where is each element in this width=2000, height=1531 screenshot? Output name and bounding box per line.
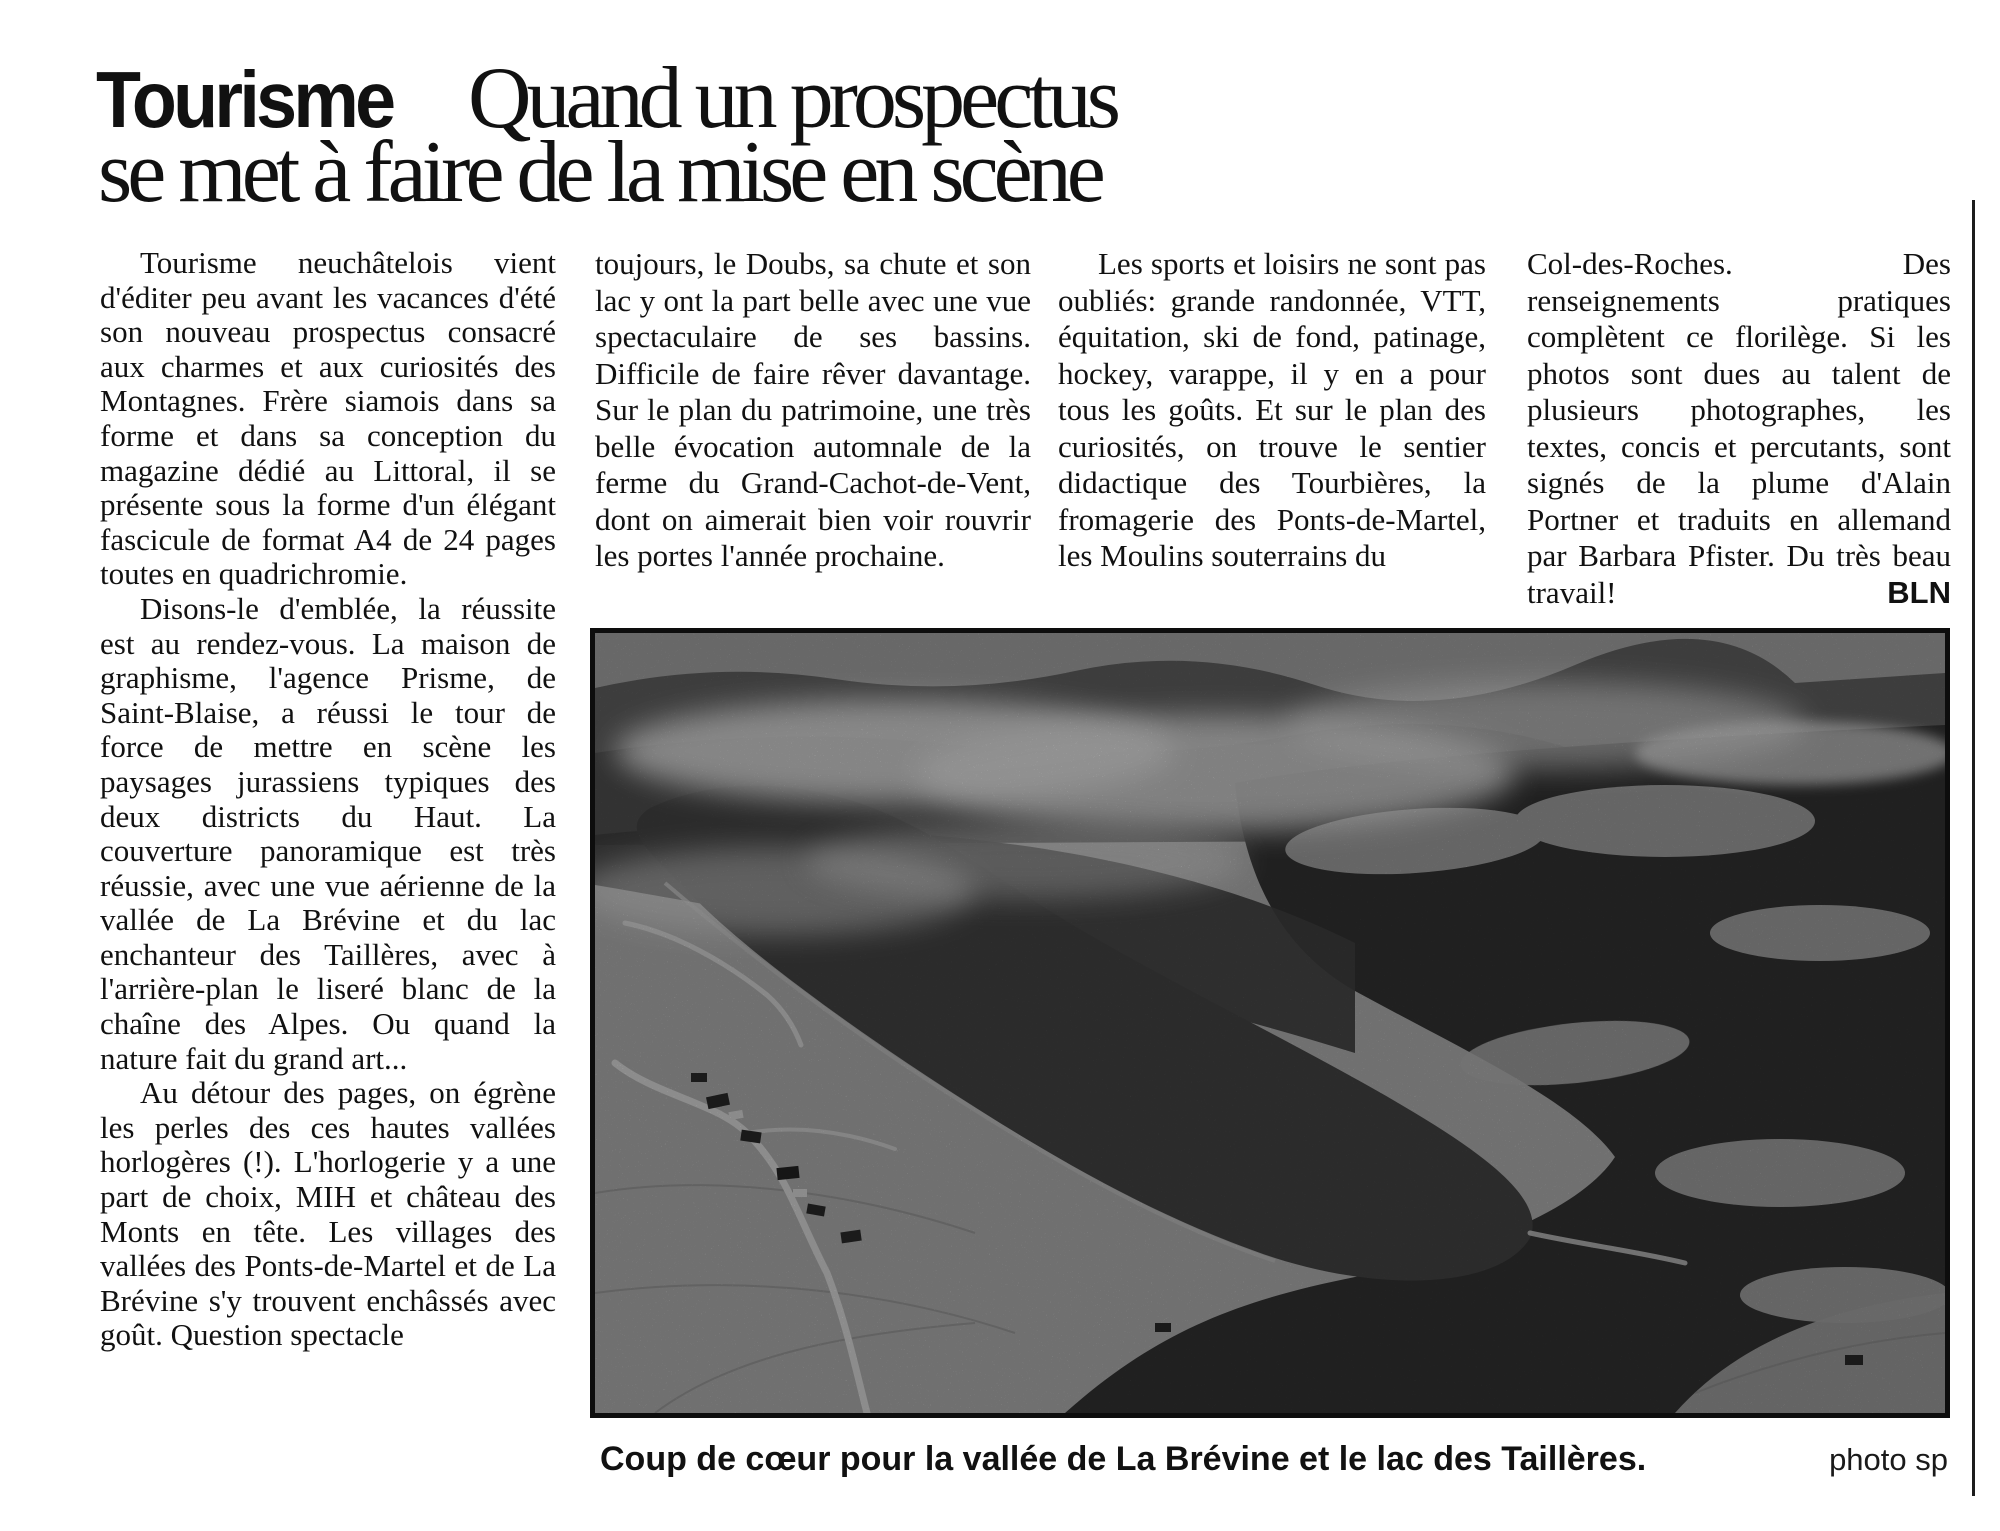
photo-credit: photo sp [1829, 1442, 1948, 1477]
photo-caption-row [600, 1440, 1948, 1479]
photo-grain-overlay [595, 633, 1945, 1413]
text-column-1 [100, 246, 556, 1353]
paragraph: Au détour des pages, on égrène les perles des ces hautes vallées horlogères (!). L'horlogerie y a une part de choix, MIH et château des Monts en tête. Les villages des vallées des Ponts-de-Martel et de La Brévine s'y trouvent enchâssés avec goût. Question spectacle [100, 1075, 556, 1353]
headline-line-2: se met à faire de la mise en scène [98, 124, 1101, 221]
headline-line-1: Quand un prospectus [468, 50, 1116, 147]
text-column-3 [1058, 246, 1486, 575]
section-kicker: Tourisme [96, 55, 393, 144]
text-column-4 [1527, 246, 1951, 611]
paragraph: Tourisme neuchâtelois vient d'éditer peu avant les vacances d'été son nouveau prospectus consacré aux charmes et aux curiosités des Montagnes. Frère siamois dans sa forme et dans sa conception du magazine dédié au Littoral, il se présente sous la forme d'un élégant fascicule de format A4 de 24 pages toutes en quadrichromie. [100, 245, 556, 592]
paragraph: Disons-le d'emblée, la réussite est au rendez-vous. La maison de graphisme, l'agence Prisme, de Saint-Blaise, a réussi le tour de force de mettre en scène les paysages jurassiens typiques des deux districts du Haut. La couverture panoramique est très réussie, avec une vue aérienne de la vallée de La Brévine et du lac enchanteur des Taillères, avec à l'arrière-plan le liseré blanc de la chaîne des Alpes. Ou quand la nature fait du grand art... [100, 590, 556, 1076]
photo-caption: Coup de cœur pour la vallée de La Brévine et le lac des Taillères. [600, 1440, 1647, 1478]
aerial-photo [590, 628, 1950, 1418]
text-column-2 [595, 246, 1031, 575]
aerial-photo-svg [595, 633, 1945, 1413]
paragraph: Les sports et loisirs ne sont pas oubliés: grande randonnée, VTT, équitation, ski de fond, patinage, hockey, varappe, il y en a pour tous les goûts. Et sur le plan des curiosités, on trouve le sentier didactique des Tourbières, la fromagerie des Ponts-de-Martel, les Moulins souterrains du [1058, 246, 1486, 573]
paragraph: toujours, le Doubs, sa chute et son lac y ont la part belle avec une vue spectaculaire de ses bassins. Difficile de faire rêver davantage. Sur le plan du patrimoine, une très belle évocation automnale de la ferme du Grand-Cachot-de-Vent, dont on aimerait bien voir rouvrir les portes l'année prochaine. [595, 246, 1031, 573]
paragraph: Col-des-Roches. Des renseignements pratiques complètent ce florilège. Si les photos sont dues au talent de plusieurs photographes, les textes, concis et percutants, sont signés de la plume d'Alain Portner et traduits en allemand par Barbara Pfister. Du très beau travail! [1527, 246, 1951, 610]
column-rule-right [1972, 200, 1975, 1496]
byline: BLN [1887, 574, 1951, 610]
